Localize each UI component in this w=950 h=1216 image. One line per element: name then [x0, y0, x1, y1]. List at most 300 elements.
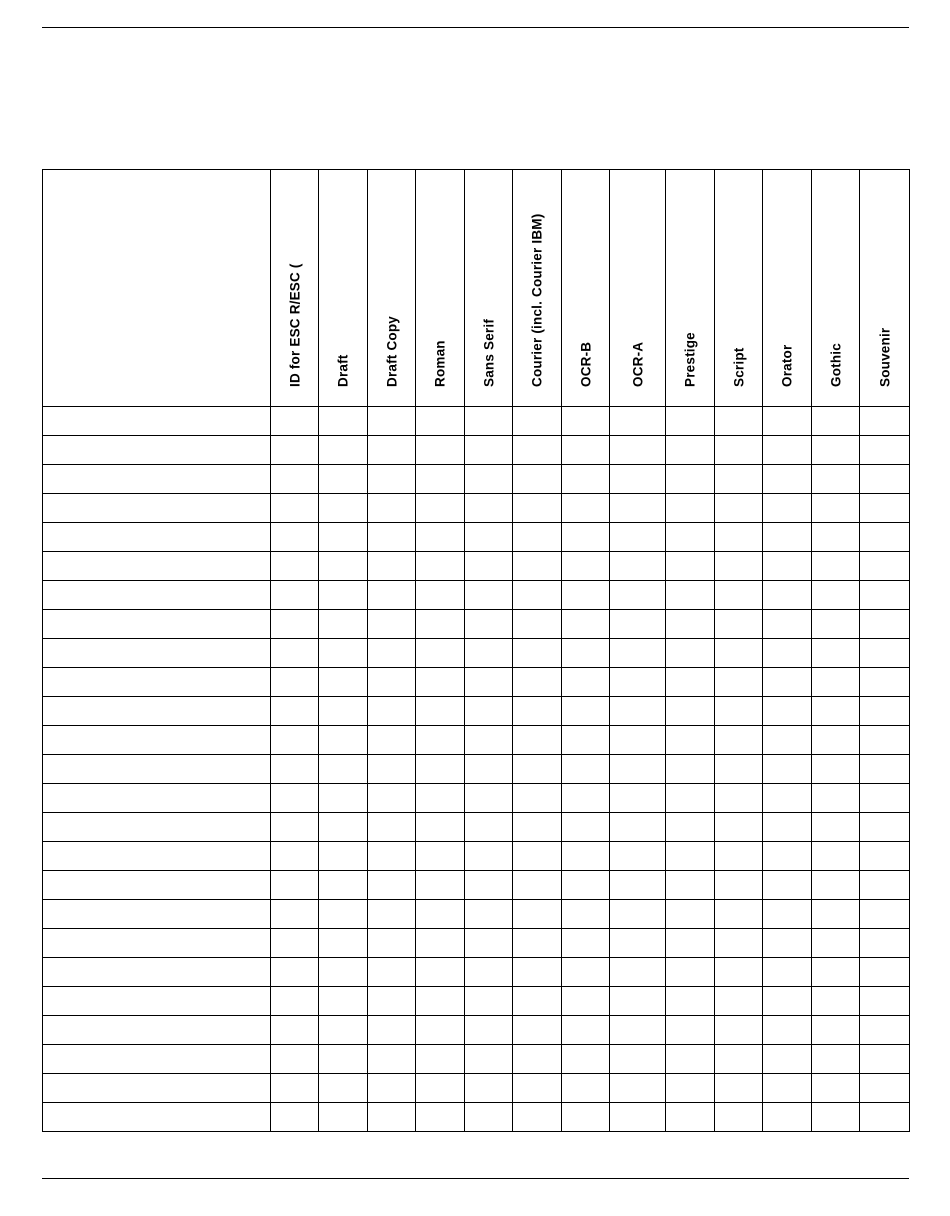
- table-row: [43, 929, 910, 958]
- table-row: [43, 842, 910, 871]
- table-cell: [562, 668, 610, 697]
- table-cell: [666, 668, 715, 697]
- table-cell: [465, 1045, 513, 1074]
- table-cell: [763, 494, 812, 523]
- table-cell: [465, 987, 513, 1016]
- column-header-souvenir: [860, 170, 910, 407]
- column-header-label: Gothic: [827, 342, 843, 387]
- table-cell: [368, 494, 416, 523]
- table-cell: [860, 610, 910, 639]
- table-cell: [513, 813, 562, 842]
- table-cell: [416, 581, 465, 610]
- table-cell: [271, 871, 319, 900]
- column-header-sans-serif: [465, 170, 513, 407]
- table-cell: [860, 842, 910, 871]
- table-cell: [416, 813, 465, 842]
- table-cell: [271, 987, 319, 1016]
- table-cell: [666, 465, 715, 494]
- table-cell: [812, 552, 860, 581]
- table-cell: [562, 581, 610, 610]
- table-cell: [562, 436, 610, 465]
- table-cell: [271, 552, 319, 581]
- table-cell: [610, 842, 666, 871]
- table-cell: [812, 581, 860, 610]
- table-cell: [562, 871, 610, 900]
- table-cell: [763, 639, 812, 668]
- table-cell: [715, 581, 763, 610]
- table-cell: [763, 697, 812, 726]
- table-cell: [562, 842, 610, 871]
- table-cell: [562, 407, 610, 436]
- table-cell: [319, 784, 368, 813]
- table-cell: [666, 1016, 715, 1045]
- row-label-cell: [43, 929, 271, 958]
- table-body: [43, 407, 910, 1132]
- table-cell: [416, 436, 465, 465]
- table-cell: [562, 639, 610, 668]
- table-row: [43, 465, 910, 494]
- column-header-courier: [513, 170, 562, 407]
- table-cell: [368, 523, 416, 552]
- table-cell: [562, 1103, 610, 1132]
- table-cell: [416, 987, 465, 1016]
- column-header-gothic: [812, 170, 860, 407]
- table-cell: [763, 842, 812, 871]
- table-cell: [271, 697, 319, 726]
- table-cell: [812, 1103, 860, 1132]
- table-cell: [763, 1103, 812, 1132]
- table-cell: [416, 1045, 465, 1074]
- table-row: [43, 813, 910, 842]
- table-row: [43, 1103, 910, 1132]
- row-label-cell: [43, 900, 271, 929]
- table-cell: [416, 958, 465, 987]
- table-row: [43, 1016, 910, 1045]
- table-cell: [860, 958, 910, 987]
- table-cell: [562, 929, 610, 958]
- table-cell: [319, 842, 368, 871]
- row-label-cell: [43, 581, 271, 610]
- table-cell: [715, 610, 763, 639]
- table-cell: [812, 871, 860, 900]
- table-cell: [860, 871, 910, 900]
- table-cell: [368, 465, 416, 494]
- table-cell: [610, 813, 666, 842]
- table-cell: [860, 1045, 910, 1074]
- row-label-cell: [43, 842, 271, 871]
- table-cell: [610, 987, 666, 1016]
- table-row: [43, 494, 910, 523]
- table-cell: [715, 929, 763, 958]
- table-cell: [610, 755, 666, 784]
- table-cell: [610, 1045, 666, 1074]
- table-cell: [562, 1074, 610, 1103]
- table-cell: [763, 784, 812, 813]
- table-cell: [860, 1103, 910, 1132]
- table-cell: [513, 755, 562, 784]
- row-label-cell: [43, 755, 271, 784]
- table-cell: [465, 668, 513, 697]
- table-cell: [715, 1103, 763, 1132]
- row-label-cell: [43, 668, 271, 697]
- table-cell: [562, 1045, 610, 1074]
- table-cell: [666, 987, 715, 1016]
- column-header-prestige: [666, 170, 715, 407]
- table-cell: [465, 552, 513, 581]
- table-cell: [666, 639, 715, 668]
- table-cell: [319, 639, 368, 668]
- table-row: [43, 552, 910, 581]
- table-cell: [666, 900, 715, 929]
- row-label-cell: [43, 639, 271, 668]
- table-cell: [465, 900, 513, 929]
- table-cell: [465, 639, 513, 668]
- table-cell: [610, 436, 666, 465]
- table-cell: [610, 900, 666, 929]
- table-cell: [416, 552, 465, 581]
- table-cell: [562, 494, 610, 523]
- column-header-label: Script: [730, 347, 746, 387]
- table-cell: [715, 813, 763, 842]
- table-cell: [465, 842, 513, 871]
- table-cell: [812, 1074, 860, 1103]
- column-header-draft-copy: [368, 170, 416, 407]
- row-label-cell: [43, 958, 271, 987]
- table-cell: [562, 958, 610, 987]
- table-cell: [513, 581, 562, 610]
- table-cell: [465, 726, 513, 755]
- table-cell: [319, 1016, 368, 1045]
- table-cell: [416, 871, 465, 900]
- column-header-label: Prestige: [682, 331, 698, 387]
- table-cell: [513, 784, 562, 813]
- table-cell: [319, 987, 368, 1016]
- table-cell: [666, 726, 715, 755]
- table-cell: [465, 1103, 513, 1132]
- column-header-script: [715, 170, 763, 407]
- table-cell: [715, 755, 763, 784]
- table-cell: [812, 523, 860, 552]
- table-row: [43, 726, 910, 755]
- table-cell: [319, 581, 368, 610]
- table-cell: [513, 958, 562, 987]
- table-cell: [416, 1016, 465, 1045]
- table-cell: [812, 987, 860, 1016]
- table-cell: [763, 523, 812, 552]
- table-cell: [368, 755, 416, 784]
- table-cell: [562, 523, 610, 552]
- table-cell: [715, 407, 763, 436]
- table-cell: [860, 552, 910, 581]
- table-cell: [860, 697, 910, 726]
- table-cell: [513, 929, 562, 958]
- table-cell: [715, 639, 763, 668]
- table-cell: [465, 523, 513, 552]
- table-cell: [860, 987, 910, 1016]
- table-cell: [562, 755, 610, 784]
- table-cell: [666, 436, 715, 465]
- table-cell: [513, 639, 562, 668]
- table-cell: [715, 987, 763, 1016]
- table-cell: [715, 784, 763, 813]
- column-header-label: Draft Copy: [383, 315, 399, 387]
- table-cell: [368, 581, 416, 610]
- table-cell: [465, 929, 513, 958]
- table-cell: [610, 726, 666, 755]
- table-cell: [666, 494, 715, 523]
- table-cell: [666, 697, 715, 726]
- table-row: [43, 581, 910, 610]
- table-cell: [368, 1016, 416, 1045]
- table-cell: [610, 465, 666, 494]
- top-rule: [42, 27, 909, 28]
- table-cell: [319, 610, 368, 639]
- table-cell: [271, 1074, 319, 1103]
- table-cell: [715, 842, 763, 871]
- table-cell: [666, 1103, 715, 1132]
- table-cell: [368, 842, 416, 871]
- table-cell: [368, 610, 416, 639]
- row-label-cell: [43, 813, 271, 842]
- row-label-cell: [43, 871, 271, 900]
- table-cell: [465, 494, 513, 523]
- table-cell: [763, 871, 812, 900]
- table-cell: [715, 958, 763, 987]
- table-cell: [513, 1045, 562, 1074]
- table-cell: [562, 610, 610, 639]
- row-label-cell: [43, 1103, 271, 1132]
- table-cell: [562, 465, 610, 494]
- table-cell: [812, 465, 860, 494]
- table-cell: [610, 552, 666, 581]
- table-cell: [610, 784, 666, 813]
- row-label-cell: [43, 1045, 271, 1074]
- table-cell: [465, 813, 513, 842]
- row-label-cell: [43, 494, 271, 523]
- table-cell: [562, 1016, 610, 1045]
- table-row: [43, 407, 910, 436]
- table-cell: [812, 1016, 860, 1045]
- table-cell: [368, 929, 416, 958]
- table-cell: [610, 1016, 666, 1045]
- column-header-orator: [763, 170, 812, 407]
- table-cell: [465, 581, 513, 610]
- table-cell: [812, 639, 860, 668]
- table-cell: [860, 668, 910, 697]
- table-row: [43, 958, 910, 987]
- table-cell: [610, 958, 666, 987]
- table-cell: [763, 465, 812, 494]
- table-cell: [715, 871, 763, 900]
- table-cell: [763, 436, 812, 465]
- table-cell: [271, 842, 319, 871]
- table-cell: [319, 1045, 368, 1074]
- table-cell: [562, 813, 610, 842]
- table-cell: [271, 610, 319, 639]
- table-cell: [368, 436, 416, 465]
- table-cell: [812, 1045, 860, 1074]
- table-cell: [319, 1074, 368, 1103]
- table-row: [43, 610, 910, 639]
- table-cell: [416, 1074, 465, 1103]
- table-cell: [763, 900, 812, 929]
- table-cell: [513, 668, 562, 697]
- table-row: [43, 987, 910, 1016]
- table-cell: [368, 958, 416, 987]
- row-label-cell: [43, 523, 271, 552]
- table-cell: [860, 726, 910, 755]
- table-cell: [763, 668, 812, 697]
- table-cell: [666, 813, 715, 842]
- table-cell: [763, 407, 812, 436]
- table-cell: [465, 871, 513, 900]
- table-cell: [319, 1103, 368, 1132]
- table-cell: [763, 610, 812, 639]
- table-cell: [368, 1074, 416, 1103]
- table-row: [43, 523, 910, 552]
- table-cell: [271, 581, 319, 610]
- table-cell: [319, 726, 368, 755]
- table-cell: [368, 813, 416, 842]
- table-cell: [271, 958, 319, 987]
- table-cell: [610, 1103, 666, 1132]
- column-header-label: Courier (incl. Courier IBM): [529, 213, 545, 387]
- table-cell: [271, 784, 319, 813]
- table-cell: [715, 436, 763, 465]
- table-row: [43, 755, 910, 784]
- table-cell: [416, 900, 465, 929]
- table-cell: [562, 726, 610, 755]
- table-cell: [666, 958, 715, 987]
- table-cell: [610, 494, 666, 523]
- table-cell: [513, 494, 562, 523]
- table-cell: [715, 726, 763, 755]
- table-cell: [513, 1016, 562, 1045]
- table-cell: [812, 958, 860, 987]
- table-cell: [416, 842, 465, 871]
- table-cell: [860, 929, 910, 958]
- table-cell: [319, 494, 368, 523]
- table-cell: [513, 726, 562, 755]
- row-label-cell: [43, 552, 271, 581]
- table-cell: [465, 755, 513, 784]
- row-label-cell: [43, 1016, 271, 1045]
- row-label-cell: [43, 407, 271, 436]
- table-cell: [513, 610, 562, 639]
- corner-header-cell: [43, 170, 271, 407]
- table-cell: [666, 552, 715, 581]
- table-cell: [319, 929, 368, 958]
- table-cell: [763, 755, 812, 784]
- table-cell: [513, 407, 562, 436]
- table-cell: [715, 697, 763, 726]
- table-cell: [666, 1045, 715, 1074]
- table-cell: [271, 436, 319, 465]
- table-cell: [368, 1103, 416, 1132]
- table-cell: [271, 1045, 319, 1074]
- table-cell: [271, 639, 319, 668]
- table-row: [43, 668, 910, 697]
- table-cell: [271, 813, 319, 842]
- table-cell: [368, 552, 416, 581]
- table-cell: [715, 494, 763, 523]
- table-cell: [271, 900, 319, 929]
- table-cell: [860, 900, 910, 929]
- table-cell: [368, 639, 416, 668]
- table-cell: [513, 871, 562, 900]
- table-cell: [416, 929, 465, 958]
- table-cell: [319, 436, 368, 465]
- table-row: [43, 639, 910, 668]
- table-cell: [812, 842, 860, 871]
- table-cell: [465, 1016, 513, 1045]
- row-label-cell: [43, 465, 271, 494]
- table-cell: [666, 929, 715, 958]
- table-cell: [368, 1045, 416, 1074]
- table-cell: [416, 639, 465, 668]
- table-cell: [319, 697, 368, 726]
- table-cell: [513, 523, 562, 552]
- table-cell: [860, 1074, 910, 1103]
- table-cell: [562, 784, 610, 813]
- table-cell: [860, 1016, 910, 1045]
- table-row: [43, 871, 910, 900]
- table-cell: [812, 784, 860, 813]
- row-label-cell: [43, 697, 271, 726]
- table-cell: [715, 1074, 763, 1103]
- table-cell: [763, 581, 812, 610]
- table-cell: [416, 407, 465, 436]
- column-header-label: Sans Serif: [480, 318, 496, 387]
- table-cell: [513, 436, 562, 465]
- table-cell: [763, 813, 812, 842]
- column-header-label: ID for ESC R/ESC (: [286, 262, 302, 387]
- row-label-cell: [43, 436, 271, 465]
- table-cell: [860, 639, 910, 668]
- table-cell: [715, 900, 763, 929]
- table-cell: [271, 755, 319, 784]
- table-cell: [271, 929, 319, 958]
- table-cell: [860, 494, 910, 523]
- table-cell: [610, 610, 666, 639]
- table-cell: [465, 610, 513, 639]
- table-cell: [319, 523, 368, 552]
- table-cell: [319, 871, 368, 900]
- table-cell: [513, 900, 562, 929]
- table-cell: [812, 929, 860, 958]
- table-cell: [666, 581, 715, 610]
- table-cell: [715, 465, 763, 494]
- bottom-rule: [42, 1178, 909, 1179]
- table-cell: [763, 1016, 812, 1045]
- table-cell: [715, 552, 763, 581]
- column-header-label: OCR-A: [629, 341, 645, 387]
- table-cell: [271, 668, 319, 697]
- table-cell: [368, 407, 416, 436]
- table-cell: [271, 1103, 319, 1132]
- table-cell: [416, 784, 465, 813]
- table-cell: [319, 755, 368, 784]
- table-cell: [416, 523, 465, 552]
- table-cell: [666, 523, 715, 552]
- table-cell: [763, 726, 812, 755]
- column-header-ocr-b: [562, 170, 610, 407]
- column-header-label: Roman: [432, 339, 448, 387]
- table-cell: [666, 842, 715, 871]
- table-cell: [812, 900, 860, 929]
- table-cell: [812, 813, 860, 842]
- table-cell: [763, 552, 812, 581]
